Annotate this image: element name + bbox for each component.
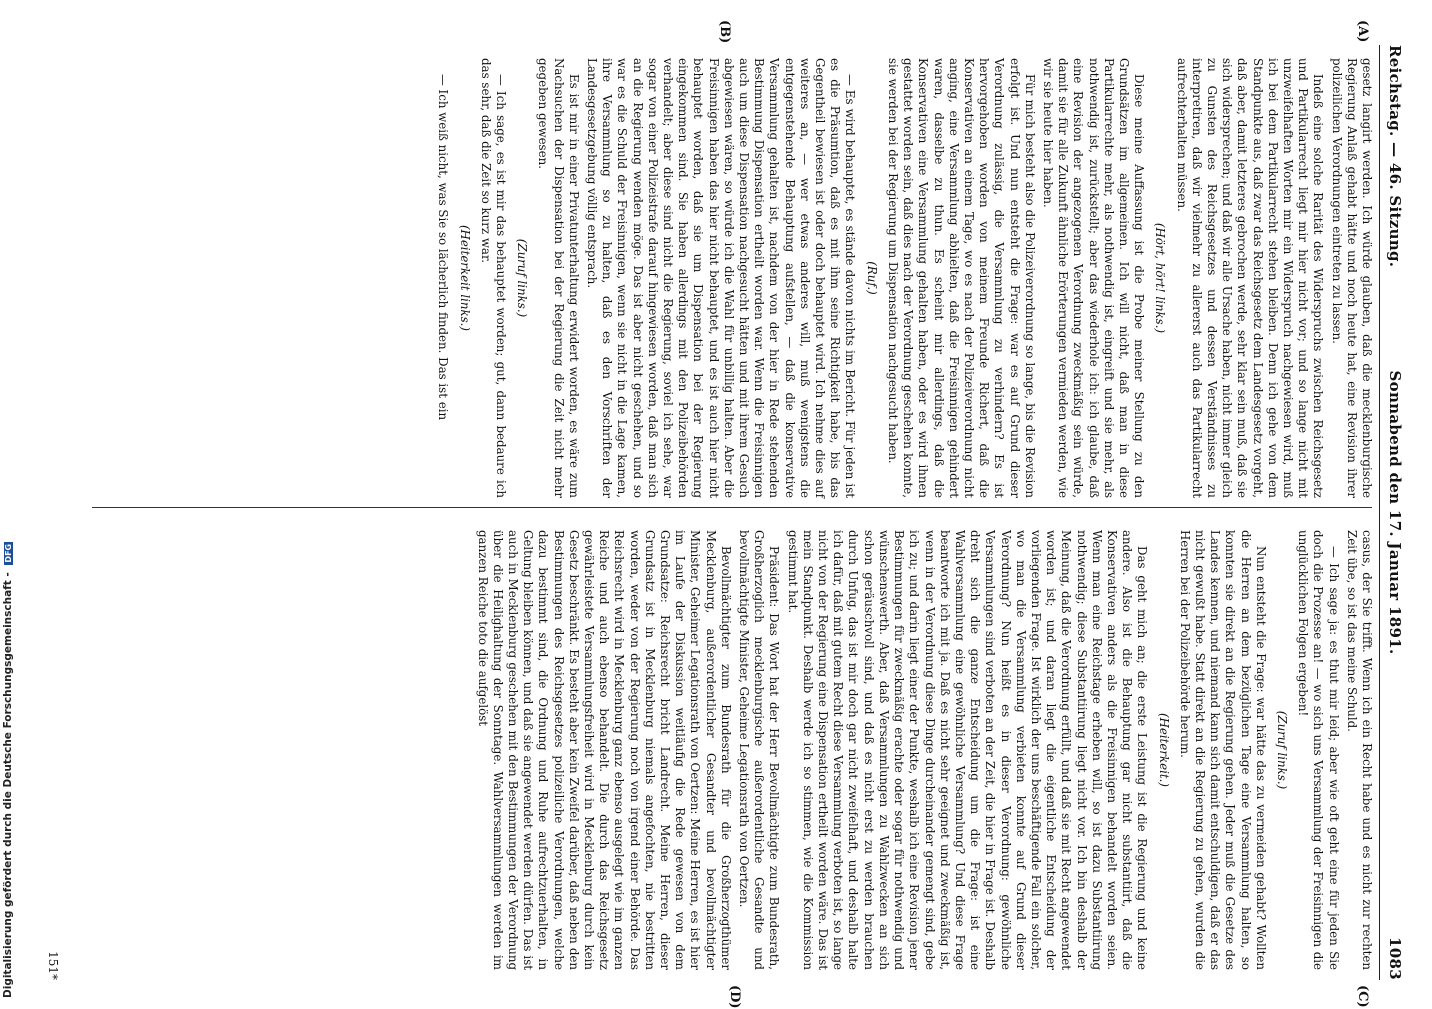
margin-letter-a: (A) bbox=[1355, 20, 1370, 43]
paragraph: Präsident: Das Wort hat der Herr Bevollmächtigte zum Bundesrath, Großherzoglich mecklenburgische außerordentliche Gesandte und bevollmächtigte Minister, Geheime Legationsrath von Oertzen. bbox=[737, 530, 782, 970]
paragraph: Es ist mir in einer Privatunterhaltung erwidert worden, es wäre zum Nachsuchen der Dispensation bei der Regierung die Zeit nicht mehr gegeben gewesen. bbox=[536, 58, 581, 498]
session-date: Sonnabend den 17. Januar 1891. bbox=[1386, 370, 1404, 655]
header-rule bbox=[1379, 45, 1380, 980]
paragraph: Für mich besteht also die Polizeiverordnung so lange, bis die Revision erfolgt ist. Und nun entsteht die Frage: war es auf Grund dieser Verordnung zulässig, die Versammlung zu verhindern? Es ist hervorgehoben worden von meinem Freunde Richert, daß die Konservativen an einem Tage, wo es nach der Polizeiverordnung nicht anging, eine Versammlung abhielten, daß die Freisinnigen gehindert waren, dasselbe zu thun. Es scheint mir allerdings, daß die Konservativen eine Versammlung gehalten haben, oder es wird ihnen gestattet worden sein, daß dies nach der Verordnung geschehen konnte, sie werden bei der Regierung um Dispensation nachgesucht haben. bbox=[885, 58, 1037, 498]
paragraph: — Es wird behauptet, es stände davon nichts im Bericht. Für jeden ist es die Präsumtion, daß es mit ihm seine Richtigkeit habe, bis das Gegentheil bewiesen ist oder doch behauptet wird. Ich nehme dies auf weiteres an, — wer etwas anderes will, muß wenigstens die entgegenstehende Behauptung aufstellen, — daß die konservative Versammlung gehalten ist, nachdem von der hier in Rede stehenden Bestimmung Dispensation ertheilt worden war. Wenn die Freisinnigen auch um diese Dispensation nachgesucht hätten und mit ihrem Gesuch abgewiesen wären, so würde ich die Wahl für unbillig halten. Aber die Freisinnigen haben das hier nicht behauptet, und es ist auch hier nicht behauptet worden, daß sie um Dispensation bei der Regierung eingekommen sind. Sie haben allerdings mit den Polizeibehörden verhandelt; aber diese sind nicht die Regierung, soviel ich sehe, war sogar von einer Polizeistrafe darauf hingewiesen worden, daß man sich an die Regierung wenden möge. Das ist aber nicht geschehen, und so war es die Schuld der Freisinnigen, wenn sie nicht in die Lage kamen, ihre Versammlung so zu halten, daß es den Vorschriften der Landesgesetzgebung völlig entsprach. bbox=[585, 58, 858, 498]
column-divider bbox=[92, 507, 1372, 508]
margin-letter-b: (B) bbox=[717, 20, 732, 44]
left-column bbox=[432, 58, 1374, 498]
margin-letter-c: (C) bbox=[1355, 985, 1370, 1008]
paragraph: — Ich weiß nicht, was Sie so lächerlich finden. Das ist ein bbox=[436, 74, 451, 421]
interjection: (Heiterkeit.) bbox=[1156, 712, 1171, 787]
paragraph: — Ich sage ja: es thut mir leid; aber wie oft geht eine für jeden Sie doch die Prozesse an! — wo sich uns Versammlung der Freisinnigen die unglücklichen Folgen ergeben! bbox=[1296, 530, 1341, 970]
paragraph: — Ich sage, es ist mir das behauptet worden; gut, dann bedaure ich das sehr, daß die Zeit so kurz war. bbox=[478, 58, 509, 498]
interjection: (Ruf.) bbox=[864, 261, 879, 295]
interjection: (Zuruf links.) bbox=[515, 238, 530, 318]
paragraph: Indeß eine solche Rarität des Widerspruchs zwischen Reichsgesetz und Partikularrecht liegt mir hier nicht vor; und so lange nicht mit unzweifelhaften Worten mir ein Widerspruch nachgewiesen wird, muß ich bei dem Partikularrecht stehen bleiben. Denn ich gehe von dem Standpunkte aus, daß zwar das Reichsgesetz dem Landesgesetz vorgeht, daß aber, damit letzteres gebrochen werde, sehr klar sein muß, daß sie sich widersprechen; und daß wir alle Ursache haben, nicht immer gleich zu Gunsten des Reichsgesetzes und dessen Verständnisses zu interpretiren, daß wir vielmehr zu allererst auch das Partikularrecht aufrechterhalten müssen. bbox=[1174, 58, 1326, 498]
page-number: 1083 bbox=[1386, 937, 1404, 980]
funding-notice bbox=[2, 542, 14, 998]
page-header bbox=[1382, 45, 1420, 980]
paragraph: casus, der Sie trifft. Wenn ich ein Recht habe und es nicht zur rechten Zeit übe, so ist das meine Schuld. bbox=[1344, 530, 1374, 970]
funding-notice-text: Digitalisierung gefördert durch die Deutsche Forschungsgemeinschaft - bbox=[2, 572, 14, 998]
interjection: (Zuruf links.) bbox=[1274, 710, 1289, 790]
right-column bbox=[471, 530, 1374, 970]
margin-letter-d: (D) bbox=[727, 985, 742, 1009]
paragraph: Nun entsteht die Frage: war hätte das zu vermeiden gehabt? Wollten die Herren an dem bezüglichen Tage eine Versammlung halten, so konnten sie direkt an die Regierung gehen. Jeder muß die Gesetze des Landes kennen, und niemand kann sich damit entschuldigen, daß er das nicht gewußt habe. Statt direkt an die Regierung zu gehen, wurden die Herren bei der Polizeibehörde herum. bbox=[1177, 530, 1268, 970]
dfg-logo: DFG bbox=[3, 543, 13, 563]
session-title: Reichstag. — 46. Sitzung. bbox=[1386, 45, 1404, 268]
paragraph: Bevollmächtigter zum Bundesrath für die Großherzogthümer Mecklenburg, außerordentlicher Gesandter und bevollmächtigter Minister, Geheimer Legationsrath von Oertzen: Meine Herren, es ist hier im Laufe der Diskussion weitläufig die Rede gewesen von dem Grundsatze: Reichsrecht bricht Landrecht. Meine Herren, dieser Grundsatz ist in Mecklenburg niemals angefochten, nie bestritten worden, weder von der Regierung noch von irgend einer Behörde. Das Reichsrecht wird in Mecklenburg ganz ebenso ausgelegt wie im ganzen Reiche und auch ebenso behandelt. Die durch das Reichsgesetz gewährleistete Versammlungsfreiheit wird in Mecklenburg durch kein Gesetz beschränkt. Es besteht aber kein Zweifel darüber, daß neben den Bestimmungen des Reichsgesetzes polizeiliche Verordnungen, welche dazu bestimmt sind, die Ordnung und Ruhe aufrechtzuerhalten, in Geltung bleiben können, und daß sie angewendet werden dürfen. Das ist auch in Mecklenburg geschehen mit den Bestimmungen der Verordnung über die Heilighaltung der Sonntage. Wahlversammlungen werden im ganzen Reiche toto die aufgelöst bbox=[475, 530, 733, 970]
signature-mark: 151* bbox=[46, 951, 60, 980]
interjection: (Heiterkeit links.) bbox=[457, 224, 472, 332]
paragraph: Das geht mich an; die erste Leistung ist die Regierung und keine andere. Also ist die Behauptung gar nicht substantiirt, daß die Konservativen anders als die Freisinnigen behandelt worden seien. Wenn man eine Reichstage erheben will, so ist dazu Substantiirung nothwendig; diese Substantiirung liegt nicht vor. Ich bin deshalb der Meinung, daß die Verordnung erfüllt, und daß sie mit Recht angewendet worden ist; und daran liegt die eigentliche Entscheidung der vorliegenden Frage. Ist wirklich der uns beschäftigende Fall ein solcher, wo man die Versammlung verbieten konnte auf Grund dieser Verordnung? Nun heißt es in dieser Verordnung: gewöhnliche Versammlungen sind verboten an der Zeit, die hier in Frage ist. Deshalb dreht sich die ganze Entscheidung um die Frage: ist eine Wahlversammlung eine gewöhnliche Versammlung? Und diese Frage beantworte ich mit ja. Daß es nicht sehr geeignet und zweckmäßig ist, wenn in der Verordnung diese Dinge durcheinander gemengt sind, gebe ich zu; und darin liegt einer der Punkte, weshalb ich eine Revision jener Bestimmungen für zweckmäßig erachte oder sogar für nothwendig und wünschenswerth. Aber, daß Versammlungen zu Wahlzwecken an sich schon geräuschvoll sind, und daß es nicht erst zu werden brauchen durch Unfug, das ist mir doch gar nicht zweifelhaft, und deshalb halte ich dafür, daß mit gutem Recht diese Versammlung verboten ist, so lange nicht von der Regierung eine Dispensation ertheilt worden wäre. Das ist mein Standpunkt. Deshalb werde ich so stimmen, wie die Kommission gestimmt hat. bbox=[785, 530, 1150, 970]
paragraph: gesetz langirt werden. Ich würde glauben, daß die mecklenburgische Regierung Anlaß gehabt hätte und noch heute hat, eine Revision ihrer polizeilichen Verordnungen eintreten zu lassen. bbox=[1329, 58, 1374, 498]
paragraph: Diese meine Auffassung ist die Probe meiner Stellung zu den Grundsätzen im allgemeinen. Ich will nicht, daß man in diese Partikularrechte mehr, als nothwendig ist, eingreift und sie mehr, als nothwendig ist, zurückstellt; aber das wiederhole ich: ich glaube, daß eine Revision der angezogenen Verordnung zweckmäßig sein würde, damit sie für alle Zukunft ähnliche Erörterungen vermieden werden, wie wir sie heute hier haben. bbox=[1040, 58, 1147, 498]
interjection: (Hört, hört! links.) bbox=[1153, 222, 1168, 334]
